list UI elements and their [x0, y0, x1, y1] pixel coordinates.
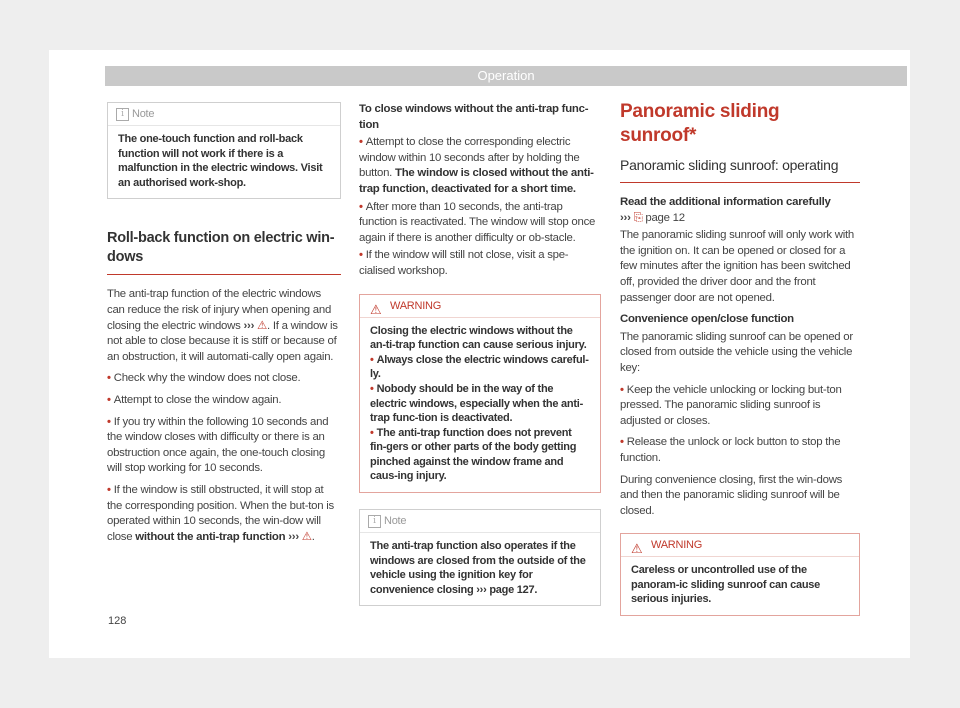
page-number: 128 [108, 615, 127, 627]
list-item: • If the window is still obstructed, it will stop at the corresponding position. When the but-ton is operated within 10 seconds, the win-dow will close without the anti-trap function ››› ⚠. [107, 483, 334, 543]
note-label: Note [132, 108, 155, 120]
page-header: Operation [105, 66, 907, 86]
warning-header [360, 295, 600, 318]
warning-label: WARNING [651, 539, 703, 552]
column-1 [107, 102, 341, 551]
note-box [107, 102, 341, 199]
manual-page [49, 50, 910, 658]
ref-arrow-icon: ››› [620, 211, 631, 224]
intro-paragraph [107, 287, 341, 365]
note-text: The anti-trap function also operates if the windows are closed from the outside of the vehicle using the ignition key for convenience closing ››› page 127. [370, 540, 586, 596]
roll-back-heading: Roll-back function on electric win-dows [107, 230, 335, 266]
bullet-text: Attempt to close the window again. [113, 393, 282, 406]
note-header [108, 103, 340, 126]
bullet-icon: • [370, 382, 374, 395]
bullet-icon: • [359, 136, 363, 149]
paragraph: During convenience closing, first the win-dows and then the panoramic sliding sunroof will be closed. [620, 473, 843, 517]
warning-box [359, 294, 601, 494]
warning-triangle-icon: ⚠ [301, 530, 312, 543]
info-icon: i [116, 108, 129, 121]
sunroof-title: Panoramic sliding sunroof* [620, 101, 780, 146]
read-info [620, 195, 860, 226]
list-item [359, 248, 601, 279]
warning-label: WARNING [390, 299, 442, 312]
section-heading [620, 156, 860, 183]
warning-triangle-icon: ⚠ [370, 301, 382, 317]
bullet-text: After more than 10 seconds, the anti-trap function is reactivated. The window will stop once again if there is another difficulty or ob-stacle. [359, 200, 596, 244]
bullet-bold-text: The window is closed without the anti-trap function, deactivated for a short time. [359, 167, 594, 195]
section-heading [107, 229, 341, 275]
bullet-icon: • [107, 483, 111, 496]
note-header [360, 510, 600, 533]
bullet-text: If the window is still obstructed, it will stop at the corresponding position. When the but-ton is operated within 10 seconds, the win-dow will close [107, 483, 334, 543]
list-item [107, 415, 341, 477]
bullet-text: Check why the window does not close. [113, 372, 301, 385]
warning-text [360, 318, 600, 493]
note-label: Note [384, 515, 407, 528]
bullet-icon: • [359, 200, 363, 213]
paragraph: The panoramic sliding sunroof will only work with the ignition on. It can be opened or closed for a few minutes after the ignition has been switched off, provided the driver door and the front passenger door are not opened. [620, 229, 855, 304]
paragraph: The panoramic sliding sunroof can be opened or closed from outside the vehicle using the vehicle key: [620, 330, 853, 374]
bullet-icon: • [359, 249, 363, 262]
warning-intro: Closing the electric windows without the an-ti-trap function can cause serious injury. [370, 324, 587, 352]
page-link[interactable]: page 12 [645, 211, 685, 224]
bullet-icon: • [107, 415, 111, 428]
note-text-body: The anti-trap function also operates if the windows are closed from the outside of the vehicle using the ignition key for convenience closing [370, 540, 586, 596]
bullet-icon: • [620, 436, 624, 449]
bullet-text: Attempt to close the corresponding electric window within 10 seconds after by holding the button. [359, 136, 580, 180]
bullet-icon: • [620, 383, 624, 396]
bullet-text: The anti-trap function does not prevent fin-gers or other parts of the body getting pinched against the window frame and caus-ing injury. [370, 426, 577, 483]
bullet-text: Keep the vehicle unlocking or locking but-ton pressed. The panoramic sliding sunroof is adjusted or closes. [620, 383, 842, 427]
note-text: The one-touch function and roll-back function will not work if there is a malfunction in the electric windows. Visit an authorised work-shop. [118, 133, 323, 189]
warning-triangle-icon: ⚠ [631, 541, 643, 557]
list-item [359, 135, 601, 197]
note-box [359, 509, 601, 606]
list-item [107, 371, 341, 387]
info-icon: i [368, 515, 381, 528]
warning-box [620, 533, 860, 616]
column-2 [359, 102, 601, 606]
column-3 [620, 100, 860, 616]
bullet-text: Always close the electric windows careful-ly. [370, 353, 589, 381]
sunroof-subtitle: Panoramic sliding sunroof: operating [620, 157, 839, 173]
read-info-text: Read the additional information carefully [620, 196, 831, 208]
warning-header [621, 534, 859, 557]
warning-text: Careless or uncontrolled use of the panoram-ic sliding sunroof can cause serious injuries. [631, 564, 821, 606]
bullet-text: Release the unlock or lock button to stop the function. [620, 436, 841, 464]
list-item [370, 353, 590, 382]
close-windows-heading: To close windows without the anti-trap func-tion [359, 103, 589, 131]
bullet-icon: • [370, 353, 374, 366]
bullet-icon: • [370, 426, 374, 439]
book-icon: ⎘ [633, 211, 643, 224]
list-item [359, 200, 601, 247]
list-item [370, 382, 590, 426]
ref-arrow-icon: ››› [288, 530, 299, 543]
list-item [620, 435, 860, 466]
convenience-heading: Convenience open/close function [620, 313, 794, 326]
bullet-text: If you try within the following 10 seconds and the window closes with difficulty or there is an obstruction once again, the one-touch closing will stop working for 10 seconds. [107, 415, 329, 475]
bullet-bold-text: without the anti-trap function [135, 530, 286, 543]
page-link[interactable]: page 127 [489, 583, 535, 596]
ref-arrow-icon: ››› [243, 319, 255, 332]
list-item [107, 393, 341, 409]
bullet-icon: • [107, 393, 111, 406]
ref-arrow-icon: ››› [476, 583, 487, 596]
warning-triangle-icon: ⚠ [257, 319, 268, 332]
list-item [370, 426, 590, 484]
bullet-icon: • [107, 372, 111, 385]
list-item [620, 383, 860, 430]
intro-text-b: . If a window is not able to close because it is stiff or because of an obstruction, it will automati-cally open again. [107, 319, 338, 363]
intro-text-a: The anti-trap function of the electric windows can reduce the risk of injury when opening and closing the electric windows [107, 288, 332, 332]
bullet-text: Nobody should be in the way of the electric windows, especially when the anti-trap func-tion is deactivated. [370, 382, 583, 425]
bullet-text: If the window will still not close, visit a spe-cialised workshop. [359, 249, 569, 277]
